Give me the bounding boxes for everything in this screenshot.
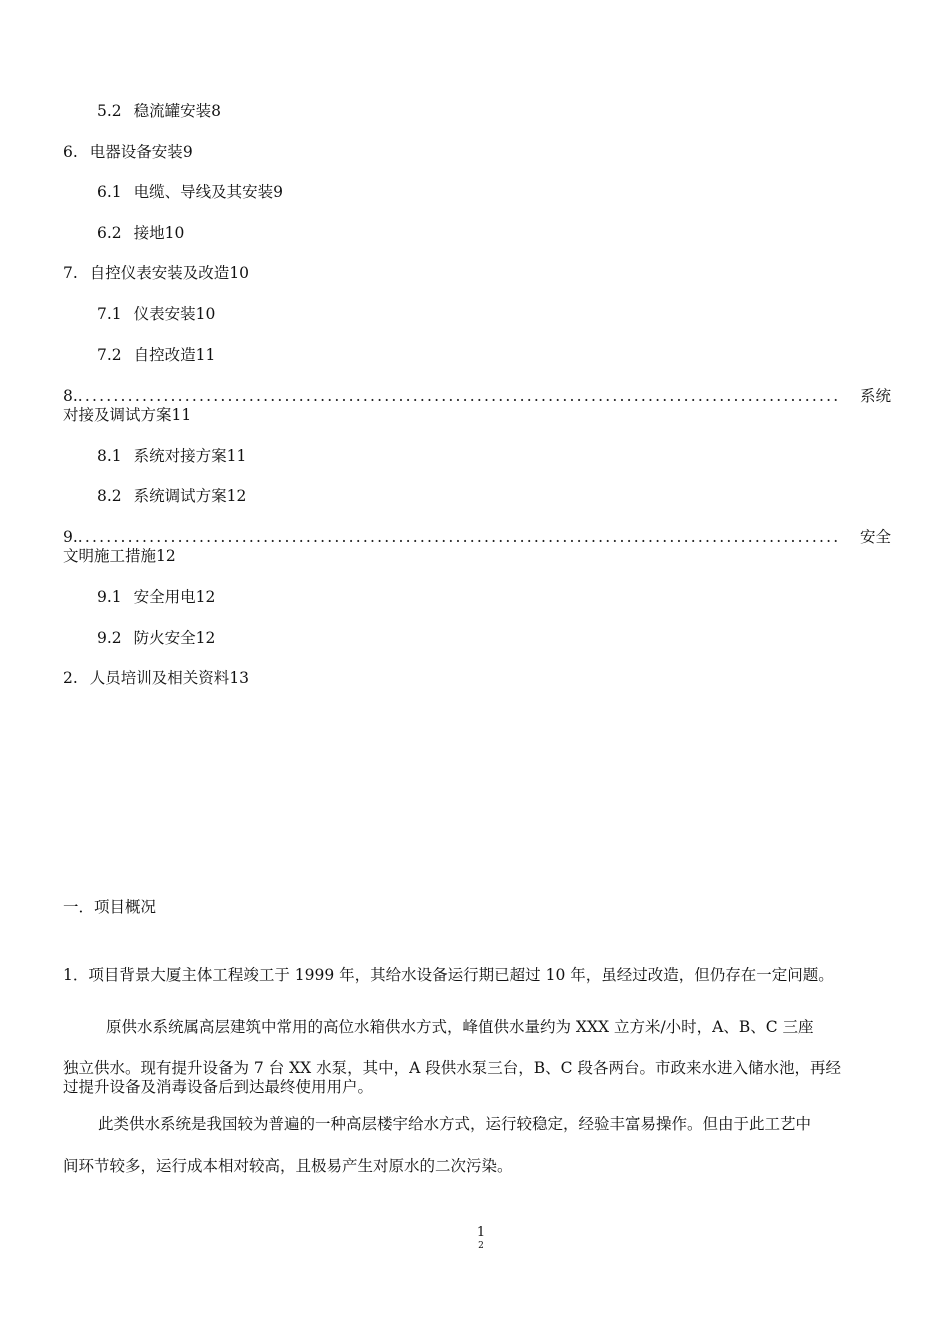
toc-number: 6.2 — [97, 224, 122, 242]
toc-entry-9-1[interactable] — [97, 587, 215, 607]
toc-entry-9[interactable] — [63, 527, 891, 547]
toc-entry-9-2[interactable] — [97, 628, 215, 648]
paragraph-system-line-3: 过提升设备及消毒设备后到达最终使用用户。 — [63, 1078, 374, 1096]
toc-number: 8. — [63, 387, 78, 405]
toc-number: 8.1 — [97, 447, 122, 465]
paragraph-evaluation-line-1: 此类供水系统是我国较为普遍的一种高层楼宇给水方式，运行较稳定，经验丰富易操作。但由于此工艺中 — [98, 1115, 812, 1133]
toc-page: 12 — [226, 487, 247, 505]
paragraph-system-line-2: 独立供水。现有提升设备为 7 台 XX 水泵，其中，A 段供水泵三台，B、C 段各两台。市政来水进入储水池，再经 — [63, 1059, 841, 1077]
toc-title: 防火安全 — [133, 629, 196, 647]
toc-entry-8-1[interactable] — [97, 446, 246, 466]
toc-entry-8-continuation[interactable] — [63, 405, 191, 425]
paragraph-evaluation-line-2: 间环节较多，运行成本相对较高，且极易产生对原水的二次污染。 — [63, 1157, 513, 1175]
toc-number: 6.1 — [97, 183, 122, 201]
toc-title: 接地 — [133, 224, 165, 242]
page-number: 1 — [476, 1225, 486, 1240]
toc-number: 7.2 — [97, 346, 122, 364]
toc-title: 自控改造 — [133, 346, 196, 364]
paragraph-system-line-1: 原供水系统属高层建筑中常用的高位水箱供水方式，峰值供水量约为 XXX 立方米/小时，A、B、C 三座 — [106, 1018, 814, 1036]
toc-title: 安全用电 — [133, 588, 196, 606]
toc-page: 12 — [195, 629, 216, 647]
toc-entry-8[interactable] — [63, 386, 891, 406]
toc-number: 9.2 — [97, 629, 122, 647]
toc-number: 7. — [63, 264, 78, 282]
toc-page: 13 — [229, 669, 250, 687]
toc-entry-6-2[interactable] — [97, 223, 184, 243]
toc-page: 9 — [182, 143, 193, 161]
toc-entry-7-2[interactable] — [97, 345, 215, 365]
toc-page: 11 — [171, 406, 192, 424]
toc-title-rest: 对接及调试方案 — [63, 406, 172, 424]
toc-number: 7.1 — [97, 305, 122, 323]
dot-leader: ........................................................................................................... — [77, 387, 841, 405]
toc-title: 电器设备安装 — [89, 143, 183, 161]
paragraph-background: 1．项目背景大厦主体工程竣工于 1999 年，其给水设备运行期已超过 10 年，虽经过改造，但仍存在一定问题。 — [63, 966, 834, 984]
toc-page: 11 — [195, 346, 216, 364]
page-total: 2 — [478, 1241, 484, 1251]
toc-entry-8-2[interactable] — [97, 486, 246, 506]
toc-title: 稳流罐安装 — [133, 102, 212, 120]
toc-title-start: 系统 — [859, 387, 891, 405]
toc-title-rest: 文明施工措施 — [63, 547, 157, 565]
toc-title: 自控仪表安装及改造 — [89, 264, 230, 282]
toc-title: 人员培训及相关资料 — [89, 669, 230, 687]
toc-page: 12 — [195, 588, 216, 606]
toc-title: 系统调试方案 — [133, 487, 227, 505]
toc-number: 9. — [63, 528, 78, 546]
section-title: 一．项目概况 — [63, 898, 157, 916]
toc-number: 9.1 — [97, 588, 122, 606]
toc-title: 系统对接方案 — [133, 447, 227, 465]
toc-entry-7[interactable] — [63, 263, 249, 283]
toc-title: 仪表安装 — [133, 305, 196, 323]
toc-page: 8 — [211, 102, 222, 120]
toc-entry-6-1[interactable] — [97, 182, 283, 202]
toc-number: 5.2 — [97, 102, 122, 120]
dot-leader: ........................................................................................................... — [77, 528, 841, 546]
toc-entry-2[interactable] — [63, 668, 249, 688]
toc-page: 9 — [273, 183, 284, 201]
toc-number: 8.2 — [97, 487, 122, 505]
toc-entry-9-continuation[interactable] — [63, 546, 176, 566]
toc-title: 电缆、导线及其安装 — [133, 183, 274, 201]
toc-entry-6[interactable] — [63, 142, 193, 162]
toc-page: 12 — [156, 547, 176, 565]
toc-entry-5-2[interactable] — [97, 101, 221, 121]
toc-number: 2. — [63, 669, 78, 687]
toc-page: 10 — [195, 305, 216, 323]
toc-page: 10 — [164, 224, 185, 242]
toc-title-start: 安全 — [859, 528, 891, 546]
toc-page: 11 — [226, 447, 247, 465]
toc-entry-7-1[interactable] — [97, 304, 215, 324]
toc-number: 6. — [63, 143, 78, 161]
toc-page: 10 — [229, 264, 250, 282]
